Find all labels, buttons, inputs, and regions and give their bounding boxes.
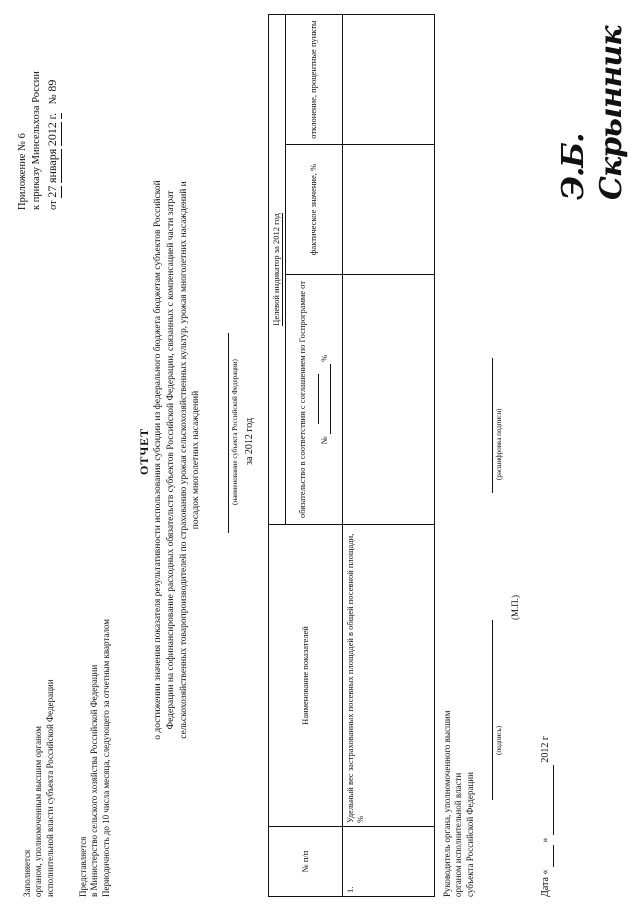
stamp-label: (М.П.) xyxy=(510,595,520,620)
header-name: Наименование показателей xyxy=(269,525,343,827)
subject-name-line xyxy=(228,333,229,533)
row-deviation xyxy=(342,14,434,144)
handwritten-signature: Э.Б. Скрынник xyxy=(556,26,629,200)
appendix-date-prefix: от xyxy=(48,200,60,210)
submitted-block xyxy=(78,619,112,897)
header-num: № п/п xyxy=(269,827,343,897)
report-title: ОТЧЕТ xyxy=(137,427,151,475)
signature-line xyxy=(492,620,493,800)
appendix-date-line xyxy=(44,71,61,210)
appendix-year: 2012 xyxy=(44,122,61,146)
filled-by-block xyxy=(22,679,56,897)
appendix-day: 27 xyxy=(44,186,61,198)
filled-by-line-2: органом, уполномоченным высшим органом xyxy=(33,726,44,897)
appendix-block xyxy=(16,71,62,210)
table-row xyxy=(342,14,434,896)
appendix-line-1: Приложение № 6 xyxy=(17,133,28,210)
appendix-number: 89 xyxy=(45,79,60,92)
appendix-number-sign: № xyxy=(48,94,60,105)
report-period: за 2012 год xyxy=(244,417,255,465)
header-deviation: отклонение, процентные пункты xyxy=(285,14,342,144)
subject-caption: (наименование субъекта Российской Федерации) xyxy=(231,359,239,505)
date-close: » xyxy=(540,837,551,843)
signature-caption: (подпись) xyxy=(495,725,503,755)
submitted-line-3: Периодичность до 10 числа месяца, следующего за отчетным кварталом xyxy=(100,618,111,897)
header-obligation-no: № xyxy=(318,436,329,445)
date-line xyxy=(540,736,554,897)
header-target-label: Целевой индикатор за 2012 год xyxy=(271,213,281,326)
date-year: 2012 г xyxy=(540,735,551,763)
head-block xyxy=(442,711,476,897)
report-description: о достижении значения показателя результативности использования субсидии из федерального бюджета бюджетам субъектов Российской Федерации на софинансирование расходных обязательств субъектов Российской Федерации, связанных с компенсацией части затрат сельскохозяйственных товаропроизводителей по страхованию урожая сельскохозяйственных культур, урожая многолетних насаждений и посадок многолетних насаждений xyxy=(153,180,202,740)
appendix-year-suffix: г. xyxy=(44,113,61,120)
head-line-1: Руководитель органа, уполномоченного высшим xyxy=(442,710,452,897)
decode-caption: (расшифровка подписи) xyxy=(495,408,503,480)
appendix-line-2: к приказу Минсельхоза России xyxy=(31,71,43,210)
head-line-2: органом исполнительной власти xyxy=(453,772,464,897)
date-label: Дата « xyxy=(540,869,551,897)
filled-by-line-1: Заполняется xyxy=(22,849,32,897)
header-obligation-pct: % xyxy=(318,354,329,362)
header-target xyxy=(269,14,286,524)
header-actual: фактическое значение, % xyxy=(285,145,342,275)
row-actual xyxy=(342,145,434,275)
decode-line xyxy=(492,358,493,493)
submitted-line-1: Представляется xyxy=(78,836,88,897)
appendix-month: января xyxy=(44,149,61,183)
header-obligation-text: обязательство в соответствии с соглашением по Госпрограмме от xyxy=(296,281,307,518)
submitted-line-2: в Министерство сельского хозяйства Российской Федерации xyxy=(89,664,100,897)
filled-by-line-3: исполнительной власти субъекта Российской Федерации xyxy=(44,679,55,897)
row-obligation xyxy=(342,275,434,525)
row-name: Удельный вес застрахованных посевных площадей в общей посевной площади, % xyxy=(342,525,434,827)
head-line-3: субъекта Российской Федерации xyxy=(464,772,475,897)
report-table xyxy=(268,14,435,897)
header-obligation xyxy=(285,275,342,525)
row-num: 1. xyxy=(342,827,434,897)
